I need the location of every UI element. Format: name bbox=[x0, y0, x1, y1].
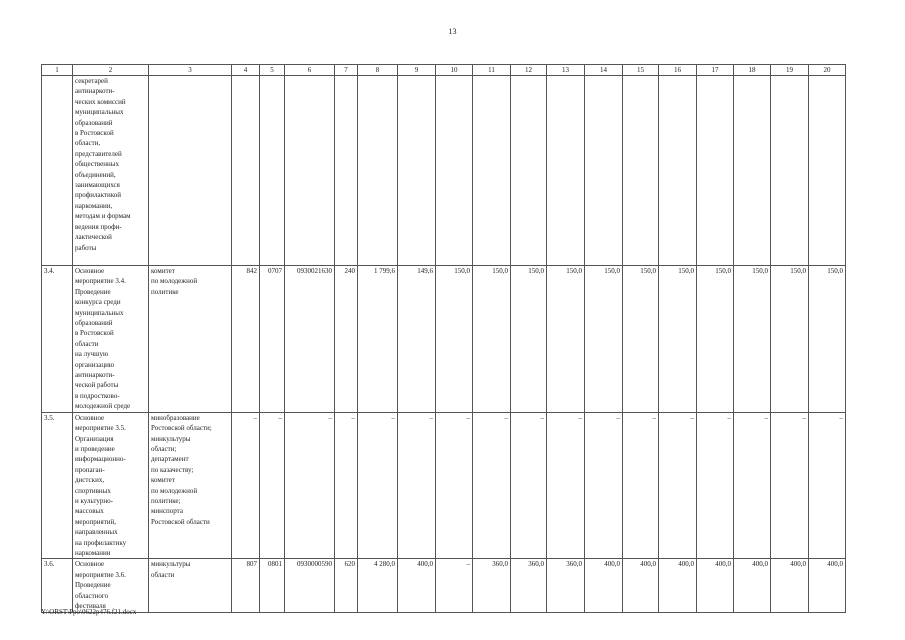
value-cell: 842 bbox=[232, 266, 260, 413]
value-cell: 1 799,6 bbox=[358, 266, 398, 413]
measure-name: секретарей антинаркоти- ческих комиссий муниципальных образований в Ростовской области, представителей общественных объединений, занимающихся профилактикой наркомании, методам и формам ведения профи- лактической работы bbox=[73, 76, 149, 266]
value-cell bbox=[697, 76, 734, 266]
value-cell: – bbox=[771, 412, 809, 559]
value-cell bbox=[436, 76, 473, 266]
value-cell: – bbox=[547, 412, 585, 559]
value-cell: 400,0 bbox=[659, 559, 697, 613]
column-header: 2 bbox=[73, 65, 149, 76]
value-cell: 150,0 bbox=[771, 266, 809, 413]
value-cell: 150,0 bbox=[436, 266, 473, 413]
measure-name: Основное мероприятие 3.6. Проведение областного фестиваля bbox=[73, 559, 149, 613]
column-header: 13 bbox=[547, 65, 585, 76]
table-row bbox=[42, 412, 846, 559]
value-cell: 0801 bbox=[260, 559, 285, 613]
value-cell bbox=[659, 76, 697, 266]
value-cell: 0707 bbox=[260, 266, 285, 413]
value-cell: 150,0 bbox=[547, 266, 585, 413]
value-cell: 150,0 bbox=[697, 266, 734, 413]
column-header: 14 bbox=[585, 65, 623, 76]
value-cell bbox=[473, 76, 511, 266]
value-cell: – bbox=[697, 412, 734, 559]
value-cell: 150,0 bbox=[623, 266, 659, 413]
column-header: 1 bbox=[42, 65, 73, 76]
value-cell: – bbox=[358, 412, 398, 559]
column-header: 10 bbox=[436, 65, 473, 76]
value-cell: 149,6 bbox=[398, 266, 436, 413]
document-file-path: Y:\ORST\Ppo\0622p476.f21.docx bbox=[41, 608, 137, 616]
page-number: 13 bbox=[448, 27, 457, 36]
value-cell: – bbox=[285, 412, 335, 559]
value-cell: 4 280,0 bbox=[358, 559, 398, 613]
column-header: 5 bbox=[260, 65, 285, 76]
value-cell: – bbox=[585, 412, 623, 559]
column-header: 4 bbox=[232, 65, 260, 76]
value-cell bbox=[809, 76, 846, 266]
value-cell: – bbox=[260, 412, 285, 559]
value-cell: – bbox=[809, 412, 846, 559]
value-cell: 150,0 bbox=[511, 266, 547, 413]
value-cell: 0930000590 bbox=[285, 559, 335, 613]
table-row bbox=[42, 266, 846, 413]
value-cell bbox=[260, 76, 285, 266]
executor: комитет по молодежной политике bbox=[149, 266, 232, 413]
column-header: 9 bbox=[398, 65, 436, 76]
value-cell: 400,0 bbox=[771, 559, 809, 613]
value-cell: 360,0 bbox=[473, 559, 511, 613]
column-header: 18 bbox=[734, 65, 771, 76]
value-cell: 400,0 bbox=[398, 559, 436, 613]
value-cell: 240 bbox=[335, 266, 358, 413]
value-cell: – bbox=[335, 412, 358, 559]
executor: минобразование Ростовской области; минкультуры области; департамент по казачеству; комитет по молодежной политике; минспорта Ростовской области bbox=[149, 412, 232, 559]
value-cell: 150,0 bbox=[659, 266, 697, 413]
value-cell bbox=[335, 76, 358, 266]
value-cell: 150,0 bbox=[809, 266, 846, 413]
value-cell bbox=[623, 76, 659, 266]
value-cell bbox=[232, 76, 260, 266]
value-cell: 400,0 bbox=[697, 559, 734, 613]
row-number: 3.5. bbox=[42, 412, 73, 559]
column-header: 16 bbox=[659, 65, 697, 76]
table-row bbox=[42, 76, 846, 266]
value-cell: 150,0 bbox=[585, 266, 623, 413]
value-cell bbox=[547, 76, 585, 266]
row-number: 3.4. bbox=[42, 266, 73, 413]
executor: минкультуры области bbox=[149, 559, 232, 613]
table-header-row bbox=[42, 65, 846, 76]
value-cell: – bbox=[473, 412, 511, 559]
column-header: 20 bbox=[809, 65, 846, 76]
value-cell bbox=[285, 76, 335, 266]
value-cell: 400,0 bbox=[734, 559, 771, 613]
value-cell: – bbox=[734, 412, 771, 559]
row-number: 3.6. bbox=[42, 559, 73, 613]
column-header: 12 bbox=[511, 65, 547, 76]
value-cell: 150,0 bbox=[734, 266, 771, 413]
table-row bbox=[42, 559, 846, 613]
value-cell: – bbox=[232, 412, 260, 559]
value-cell: – bbox=[398, 412, 436, 559]
column-header: 17 bbox=[697, 65, 734, 76]
executor bbox=[149, 76, 232, 266]
column-header: 7 bbox=[335, 65, 358, 76]
value-cell: – bbox=[511, 412, 547, 559]
value-cell: 150,0 bbox=[473, 266, 511, 413]
value-cell: – bbox=[436, 412, 473, 559]
value-cell: – bbox=[659, 412, 697, 559]
value-cell bbox=[734, 76, 771, 266]
value-cell bbox=[398, 76, 436, 266]
column-header: 3 bbox=[149, 65, 232, 76]
measure-name: Основное мероприятие 3.4. Проведение конкурса среди муниципальных образований в Ростовской области на лучшую организацию антинаркоти- ческой работы в подростково- молодежной среде bbox=[73, 266, 149, 413]
value-cell: 400,0 bbox=[585, 559, 623, 613]
value-cell: 360,0 bbox=[547, 559, 585, 613]
value-cell: 807 bbox=[232, 559, 260, 613]
column-header: 19 bbox=[771, 65, 809, 76]
value-cell: 400,0 bbox=[809, 559, 846, 613]
value-cell: 360,0 bbox=[511, 559, 547, 613]
value-cell: 620 bbox=[335, 559, 358, 613]
value-cell bbox=[771, 76, 809, 266]
value-cell bbox=[358, 76, 398, 266]
column-header: 8 bbox=[358, 65, 398, 76]
value-cell: 0930021630 bbox=[285, 266, 335, 413]
column-header: 11 bbox=[473, 65, 511, 76]
row-number bbox=[42, 76, 73, 266]
value-cell: – bbox=[623, 412, 659, 559]
column-header: 15 bbox=[623, 65, 659, 76]
value-cell: 400,0 bbox=[623, 559, 659, 613]
value-cell: – bbox=[436, 559, 473, 613]
budget-table bbox=[41, 64, 846, 613]
value-cell bbox=[585, 76, 623, 266]
column-header: 6 bbox=[285, 65, 335, 76]
measure-name: Основное мероприятие 3.5. Организация и проведение информационно- пропаган- дистских, спортивных и культурно- массовых мероприятий, направленных на профилактику наркомании bbox=[73, 412, 149, 559]
value-cell bbox=[511, 76, 547, 266]
